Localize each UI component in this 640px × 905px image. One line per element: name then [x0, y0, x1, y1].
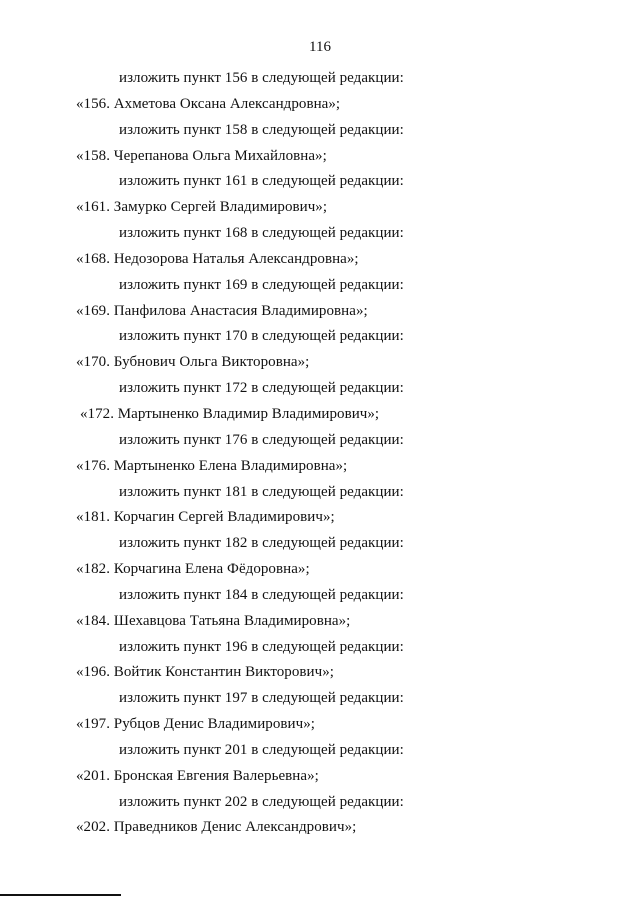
- amendment-entry: «196. Войтик Константин Викторович»;: [76, 664, 334, 681]
- amendment-entry: «170. Бубнович Ольга Викторовна»;: [76, 354, 310, 371]
- amendment-instruction: изложить пункт 168 в следующей редакции:: [119, 225, 404, 242]
- amendment-instruction: изложить пункт 184 в следующей редакции:: [119, 586, 404, 603]
- amendment-instruction: изложить пункт 201 в следующей редакции:: [119, 741, 404, 758]
- amendment-entry: «168. Недозорова Наталья Александровна»;: [76, 250, 359, 267]
- amendment-instruction: изложить пункт 196 в следующей редакции:: [119, 638, 404, 655]
- amendment-instruction: изложить пункт 172 в следующей редакции:: [119, 380, 404, 397]
- amendment-entry: «161. Замурко Сергей Владимирович»;: [76, 199, 328, 216]
- amendment-instruction: изложить пункт 181 в следующей редакции:: [119, 483, 404, 500]
- amendment-instruction: изложить пункт 161 в следующей редакции:: [119, 173, 404, 190]
- amendment-instruction: изложить пункт 202 в следующей редакции:: [119, 793, 404, 810]
- amendment-entry: «158. Черепанова Ольга Михайловна»;: [76, 147, 327, 164]
- amendment-entry: «182. Корчагина Елена Фёдоровна»;: [76, 561, 310, 578]
- document-body: [0, 66, 640, 841]
- amendment-entry: «197. Рубцов Денис Владимирович»;: [76, 716, 315, 733]
- amendment-entry: «181. Корчагин Сергей Владимирович»;: [76, 509, 335, 526]
- amendment-entry: «202. Праведников Денис Александрович»;: [76, 819, 357, 836]
- page-number: 116: [309, 39, 331, 55]
- amendment-entry: «169. Панфилова Анастасия Владимировна»;: [76, 302, 368, 319]
- footer-divider: [0, 894, 121, 896]
- amendment-entry: «184. Шехавцова Татьяна Владимировна»;: [76, 612, 351, 629]
- amendment-entry: «201. Бронская Евгения Валерьевна»;: [76, 767, 319, 784]
- amendment-instruction: изложить пункт 170 в следующей редакции:: [119, 328, 404, 345]
- amendment-instruction: изложить пункт 158 в следующей редакции:: [119, 121, 404, 138]
- amendment-instruction: изложить пункт 156 в следующей редакции:: [119, 70, 404, 86]
- amendment-instruction: изложить пункт 169 в следующей редакции:: [119, 276, 404, 293]
- amendment-entry: «172. Мартыненко Владимир Владимирович»;: [80, 405, 380, 422]
- amendment-instruction: изложить пункт 197 в следующей редакции:: [119, 690, 404, 707]
- amendment-instruction: изложить пункт 182 в следующей редакции:: [119, 535, 404, 552]
- amendment-entry: «176. Мартыненко Елена Владимировна»;: [76, 457, 348, 474]
- amendment-entry: «156. Ахметова Оксана Александровна»;: [76, 95, 341, 112]
- amendment-instruction: изложить пункт 176 в следующей редакции:: [119, 431, 404, 448]
